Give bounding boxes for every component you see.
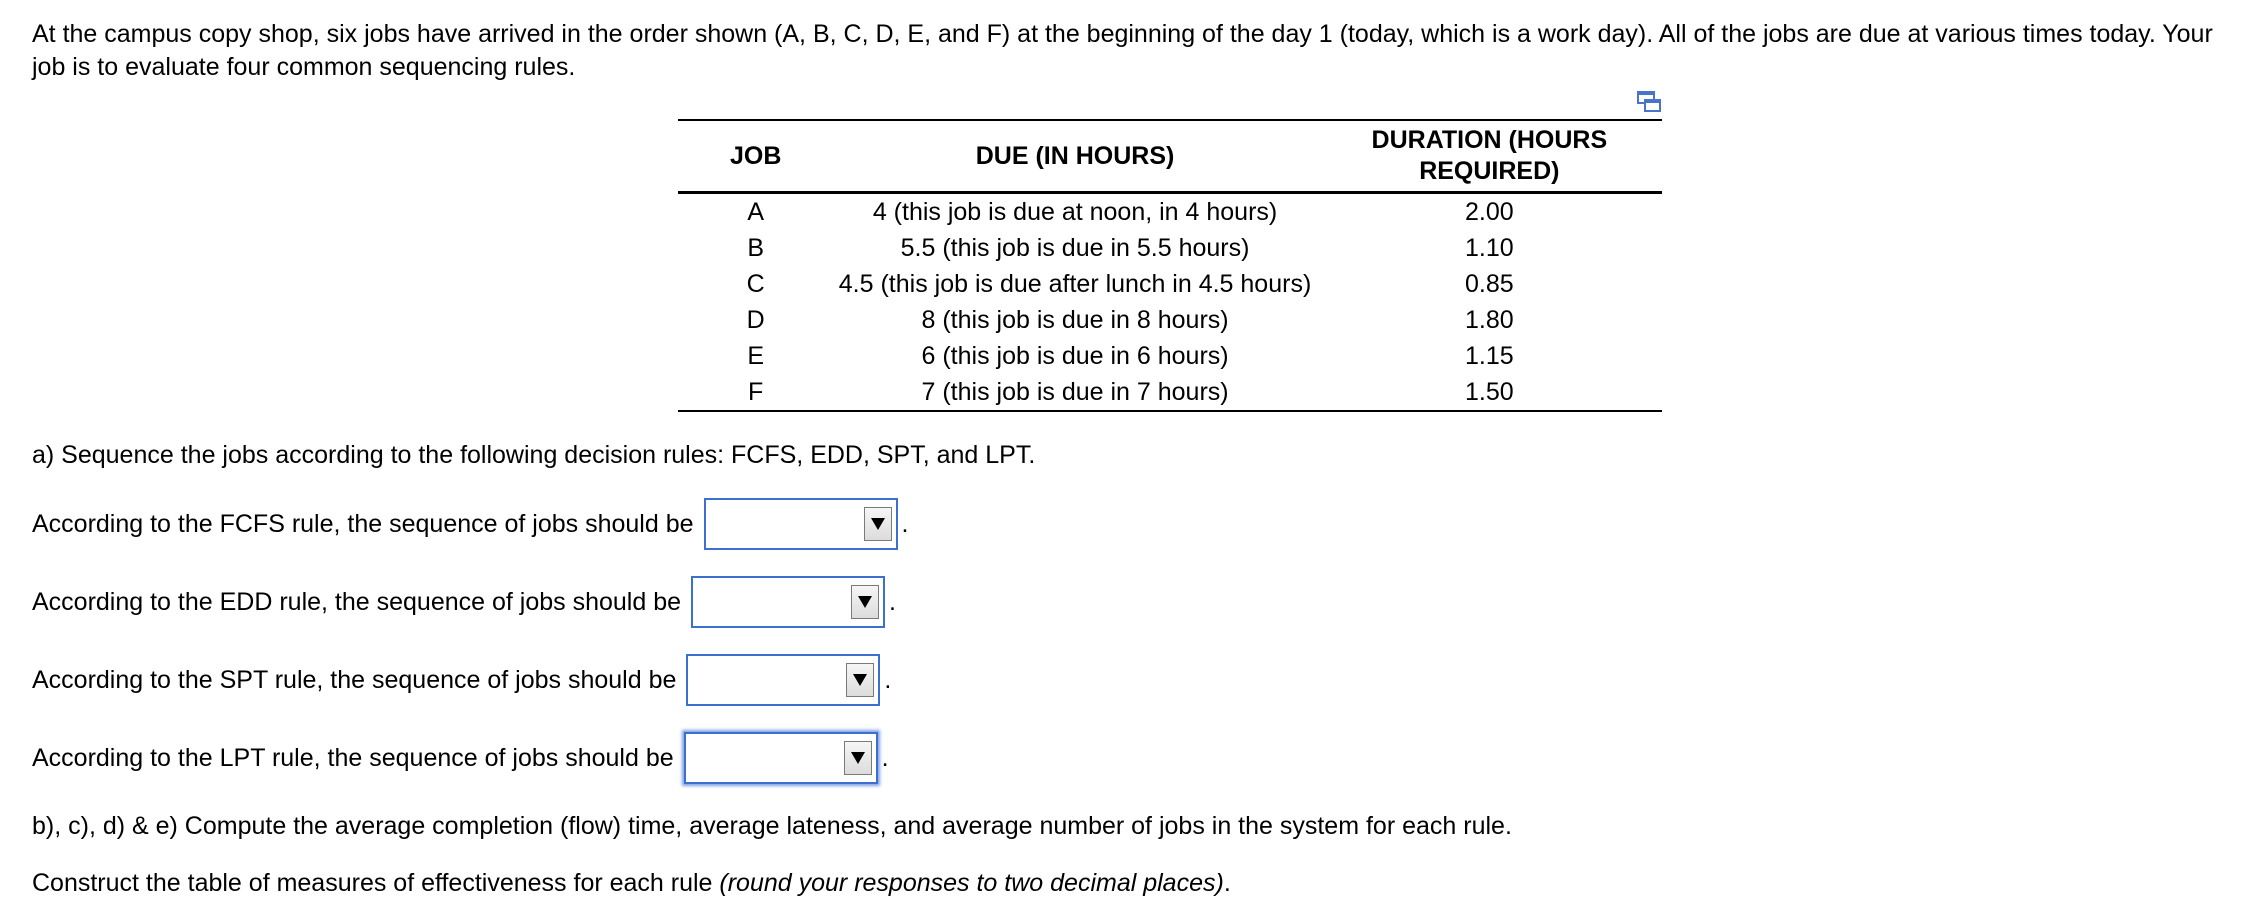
spt-question [32, 654, 891, 706]
fcfs-period: . [901, 509, 909, 538]
header-due: DUE (IN HOURS) [975, 141, 1175, 170]
lpt-period: . [881, 743, 889, 772]
table-row [678, 266, 1662, 302]
intro-line-2: job is to evaluate four common sequencing rules. [32, 53, 576, 81]
edd-label: According to the EDD rule, the sequence of jobs should be [32, 587, 682, 616]
lpt-label: According to the LPT rule, the sequence of jobs should be [32, 743, 674, 772]
table-row [678, 374, 1662, 411]
cell-duration: 2.00 [1465, 198, 1514, 226]
cell-job: C [746, 270, 765, 298]
dropdown-arrow-icon[interactable] [844, 741, 872, 775]
table-row [678, 193, 1662, 231]
edd-sequence-select[interactable] [691, 576, 885, 628]
construct-instruction [32, 869, 1231, 898]
dropdown-arrow-icon[interactable] [846, 663, 874, 697]
cell-due: 4 (this job is due at noon, in 4 hours) [872, 198, 1278, 226]
cell-duration: 0.85 [1465, 270, 1514, 298]
cell-duration: 1.80 [1465, 306, 1514, 334]
cell-job: D [746, 306, 765, 334]
header-job: JOB [729, 141, 782, 170]
construct-italic: (round your responses to two decimal places) [719, 869, 1224, 897]
cell-due: 6 (this job is due in 6 hours) [921, 342, 1229, 370]
jobs-table [678, 119, 1662, 412]
lpt-question [32, 732, 889, 784]
lpt-sequence-select[interactable] [684, 732, 878, 784]
cell-job: E [747, 342, 765, 370]
construct-suffix: . [1223, 869, 1231, 897]
fcfs-label: According to the FCFS rule, the sequence of jobs should be [32, 509, 694, 538]
header-duration [1317, 120, 1662, 193]
cell-due: 4.5 (this job is due after lunch in 4.5 hours) [838, 270, 1312, 298]
construct-prefix: Construct the table of measures of effectiveness for each rule [32, 869, 720, 897]
intro-text [32, 18, 2252, 84]
spt-period: . [884, 665, 892, 694]
table-header-row [678, 120, 1662, 193]
part-b-instruction: b), c), d) & e) Compute the average completion (flow) time, average lateness, and average number of jobs in the system for each rule. [32, 812, 1512, 840]
edd-period: . [889, 587, 896, 616]
expand-table-icon[interactable] [1636, 90, 1662, 114]
cell-due: 8 (this job is due in 8 hours) [921, 306, 1229, 334]
cell-job: B [747, 234, 765, 262]
dropdown-arrow-icon[interactable] [864, 507, 892, 541]
fcfs-sequence-select[interactable] [704, 498, 898, 550]
edd-question [32, 576, 896, 628]
cell-job: A [747, 198, 765, 226]
cell-duration: 1.50 [1465, 378, 1514, 406]
cell-duration: 1.15 [1465, 342, 1514, 370]
header-duration-line-1: DURATION (HOURS [1371, 126, 1608, 154]
cell-due: 5.5 (this job is due in 5.5 hours) [900, 234, 1250, 262]
intro-line-1: At the campus copy shop, six jobs have arrived in the order shown (A, B, C, D, E, and F) at the beginning of the day 1 (today, which is a work day). All of the jobs are due at various times today. Your [32, 20, 2213, 48]
table-row [678, 338, 1662, 374]
spt-label: According to the SPT rule, the sequence of jobs should be [32, 665, 677, 694]
cell-duration: 1.10 [1465, 234, 1514, 262]
table-row [678, 302, 1662, 338]
part-a-instruction: a) Sequence the jobs according to the following decision rules: FCFS, EDD, SPT, and LPT. [32, 441, 1036, 469]
cell-job: F [748, 378, 764, 406]
header-duration-line-2: REQUIRED) [1419, 157, 1560, 185]
dropdown-arrow-icon[interactable] [851, 585, 879, 619]
table-row [678, 230, 1662, 266]
spt-sequence-select[interactable] [686, 654, 880, 706]
fcfs-question [32, 498, 908, 550]
cell-due: 7 (this job is due in 7 hours) [921, 378, 1229, 406]
